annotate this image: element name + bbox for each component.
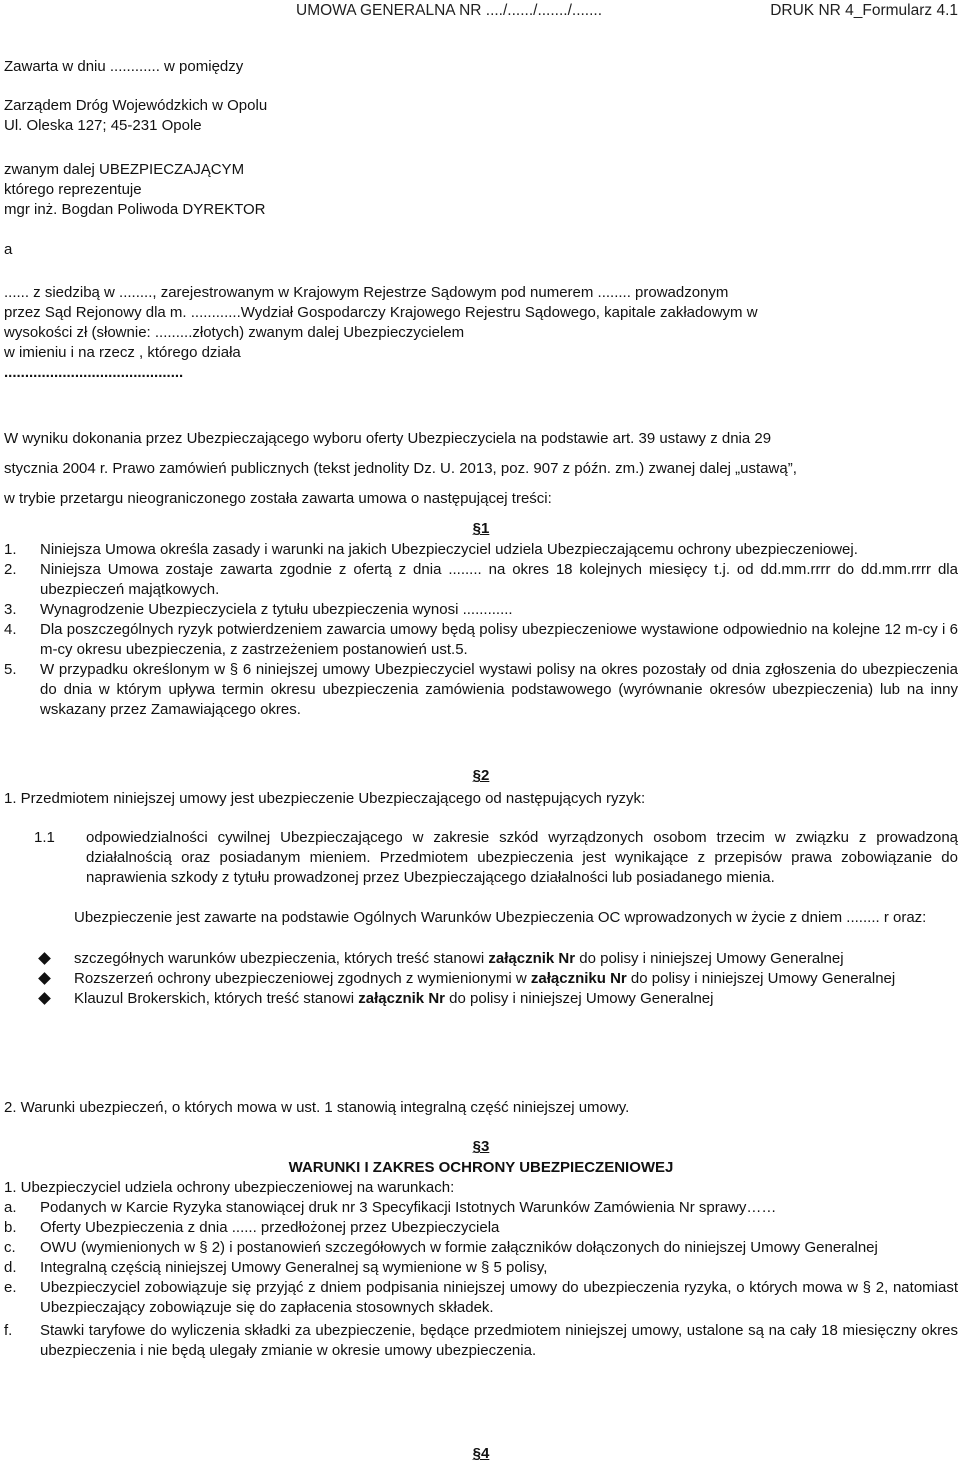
list-item <box>4 540 958 560</box>
item-number: 4. <box>4 621 17 638</box>
section-3-heading: §3 <box>472 1138 490 1155</box>
diamond-bullet-icon <box>38 992 51 1005</box>
insurer-line-4: w imieniu i na rzecz , którego działa <box>4 344 241 361</box>
bullet-text-bold: załączniku Nr <box>530 970 627 987</box>
list-item <box>4 620 958 660</box>
bullet-text-post: do polisy i niniejszej Umowy Generalnej <box>626 970 896 987</box>
bullet-marker <box>36 949 74 969</box>
item-letter: c. <box>4 1239 16 1256</box>
item-text: Dla poszczególnych ryzyk potwierdzeniem zawarcia umowy będą polisy ubezpieczeniowe wystawione odpowiednio na kolejne 12 m-cy i 6 m-cy okresu ubezpieczenia, z zastrzeżeniem postanowień ust.5. <box>40 621 958 658</box>
item-text: Wynagrodzenie Ubezpieczyciela z tytułu ubezpieczenia wynosi ............ <box>40 601 513 618</box>
item-text: Niniejsza Umowa określa zasady i warunki na jakich Ubezpieczyciel udziela Ubezpieczającemu ochrony ubezpieczeniowej. <box>40 541 858 558</box>
bullet-text <box>74 949 958 969</box>
bullet-item <box>36 989 958 1009</box>
bullet-text-pre: Klauzul Brokerskich, których treść stanowi <box>74 990 359 1007</box>
item-text: Niniejsza Umowa zostaje zawarta zgodnie z ofertą z dnia ........ na okres 18 kolejnych miesięcy t.j. od dd.mm.rrrr do dd.mm.rrrr dla ubezpieczeń majątkowych. <box>40 561 958 598</box>
insurer-line-3: wysokości zł (słownie: .........złotych) zwanym dalej Ubezpieczycielem <box>4 324 465 341</box>
bullet-text-bold: załącznik Nr <box>358 990 445 1007</box>
bullet-text-pre: szczegółnych warunków ubezpieczenia, których treść stanowi <box>74 950 489 967</box>
item-number: 1.1 <box>34 829 55 846</box>
list-item <box>4 560 958 600</box>
bullet-marker <box>36 989 74 1009</box>
item-letter: d. <box>4 1259 17 1276</box>
list-item <box>4 828 958 888</box>
item-letter: f. <box>4 1322 13 1339</box>
intro-block <box>4 424 958 514</box>
item-text: Oferty Ubezpieczenia z dnia ...... przedłożonej przez Ubezpieczyciela <box>40 1219 500 1236</box>
bullet-text-pre: Rozszerzeń ochrony ubezpieczeniowej zgodnych z wymienionymi w <box>74 970 531 987</box>
basis-text: Ubezpieczenie jest zawarte na podstawie Ogólnych Warunków Ubezpieczenia OC wprowadzonych w życie z dniem ........ r oraz: <box>74 909 927 926</box>
conclusion-line: Zawarta w dniu ............ w pomiędzy <box>4 58 244 75</box>
insured-role: zwanym dalej UBEZPIECZAJĄCYM <box>4 161 245 178</box>
item-number: 1. <box>4 541 17 558</box>
section-1-heading: §1 <box>472 520 490 537</box>
bullet-item <box>36 949 958 969</box>
item-text: W przypadku określonym w § 6 niniejszej umowy Ubezpieczyciel wystawi polisy na okres pozostały od dnia zgłoszenia do ubezpieczenia do dnia w którym upływa termin okresu ubezpieczenia zamówienia podstawowego (wyrównanie okresów ubezpieczenia) lub na inny wskazany przez Zamawiającego okres. <box>40 661 958 718</box>
list-item <box>4 1321 958 1361</box>
item-number: 2. <box>4 561 17 578</box>
section-2-basis <box>74 908 958 928</box>
insured-address: Ul. Oleska 127; 45-231 Opole <box>4 117 202 134</box>
bullet-text <box>74 989 958 1009</box>
insurer-line-1: ...... z siedzibą w ........, zarejestrowanym w Krajowym Rejestrze Sądowym pod numerem ........ prowadzonym <box>4 284 729 301</box>
bullet-item <box>36 969 958 989</box>
item-number: 3. <box>4 601 17 618</box>
conjunction: a <box>4 241 13 258</box>
list-item <box>4 1238 958 1258</box>
section-2-intro: 1. Przedmiotem niniejszej umowy jest ubezpieczenie Ubezpieczającego od następujących ryzyk: <box>4 790 646 807</box>
bullet-text-bold: załącznik Nr <box>488 950 576 967</box>
list-item <box>4 660 958 720</box>
section-2-item-1-1 <box>4 828 958 888</box>
item-text: Integralną częścią niniejszej Umowy Generalnej są wymienione w § 5 polisy, <box>40 1259 548 1276</box>
insurer-block <box>4 283 958 383</box>
item-text: Podanych w Karcie Ryzyka stanowiącej druk nr 3 Specyfikacji Istotnych Warunków Zamówienia Nr sprawy…… <box>40 1199 777 1216</box>
section-2-bullets <box>36 949 958 1009</box>
insurer-line-5: ........................................... <box>4 364 184 381</box>
item-text: odpowiedzialności cywilnej Ubezpieczającego w zakresie szkód wyrządzonych osobom trzecim w związku z prowadzoną działalnością oraz posiadanym mieniem. Przedmiotem ubezpieczenia jest wynikające z przepisów prawa zobowiązanie do naprawienia szkody z tytułu prowadzonej przez Ubezpieczającego działalności lub posiadanego mienia. <box>86 829 958 886</box>
list-item <box>4 1278 958 1318</box>
representative-name: mgr inż. Bogdan Poliwoda DYREKTOR <box>4 201 266 218</box>
list-item <box>4 1258 958 1278</box>
intro-line-1: W wyniku dokonania przez Ubezpieczającego wyboru oferty Ubezpieczyciela na podstawie art. 39 ustawy z dnia 29 <box>4 430 772 447</box>
item-text: Ubezpieczyciel zobowiązuje się przyjąć z dniem podpisania niniejszej umowy do ubezpieczenia ryzyka, o których mowa w § 2, natomiast Ubezpieczający zobowiązuje się do zapłacenia stosownych składek. <box>40 1279 958 1316</box>
insured-role-block <box>4 160 958 220</box>
list-item <box>4 1218 958 1238</box>
parties-block <box>4 57 958 77</box>
insurer-line-2: przez Sąd Rejonowy dla m. ............Wydział Gospodarczy Krajowego Rejestru Sądowego, kapitale zakładowym w <box>4 304 758 321</box>
insured-block <box>4 96 958 136</box>
section-1-list <box>4 540 958 720</box>
item-letter: b. <box>4 1219 17 1236</box>
list-item <box>4 1198 958 1218</box>
item-text: OWU (wymienionych w § 2) i postanowień szczegółowych w formie załączników dołączonych do niniejszej Umowy Generalnej <box>40 1239 878 1256</box>
bullet-text-post: do polisy i niniejszej Umowy Generalnej <box>575 950 844 967</box>
section-4-heading: §4 <box>472 1445 490 1462</box>
intro-line-3: w trybie przetargu nieograniczonego została zawarta umowa o następującej treści: <box>4 490 552 507</box>
bullet-text-post: do polisy i niniejszej Umowy Generalnej <box>445 990 714 1007</box>
section-3-title: WARUNKI I ZAKRES OCHRONY UBEZPIECZENIOWEJ <box>288 1159 674 1176</box>
item-number: 5. <box>4 661 17 678</box>
bullet-marker <box>36 969 74 989</box>
item-letter: a. <box>4 1199 17 1216</box>
item-letter: e. <box>4 1279 17 1296</box>
intro-line-2: stycznia 2004 r. Prawo zamówień publicznych (tekst jednolity Dz. U. 2013, poz. 907 z późn. zm.) zwanej dalej „ustawą”, <box>4 460 797 477</box>
diamond-bullet-icon <box>38 952 51 965</box>
diamond-bullet-icon <box>38 972 51 985</box>
bullet-text <box>74 969 958 989</box>
list-item <box>4 600 958 620</box>
section-3-list <box>4 1198 958 1361</box>
item-text: Stawki taryfowe do wyliczenia składki za ubezpieczenie, będące przedmiotem niniejszej umowy, ustalone są na cały 18 miesięczny okres ubezpieczenia i nie będą ulegały zmianie w okresie umowy ubezpieczenia. <box>40 1322 958 1359</box>
section-2-heading: §2 <box>472 767 490 784</box>
insured-name: Zarządem Dróg Wojewódzkich w Opolu <box>4 97 268 114</box>
representative-label: którego reprezentuje <box>4 181 142 198</box>
contract-title: UMOWA GENERALNA NR ..../....../......./....... <box>296 2 603 19</box>
form-number: DRUK NR 4_Formularz 4.1 <box>770 2 958 19</box>
section-2-item-2: 2. Warunki ubezpieczeń, o których mowa w ust. 1 stanowią integralną część niniejszej umowy. <box>4 1099 630 1116</box>
section-3-intro: 1. Ubezpieczyciel udziela ochrony ubezpieczeniowej na warunkach: <box>4 1179 455 1196</box>
